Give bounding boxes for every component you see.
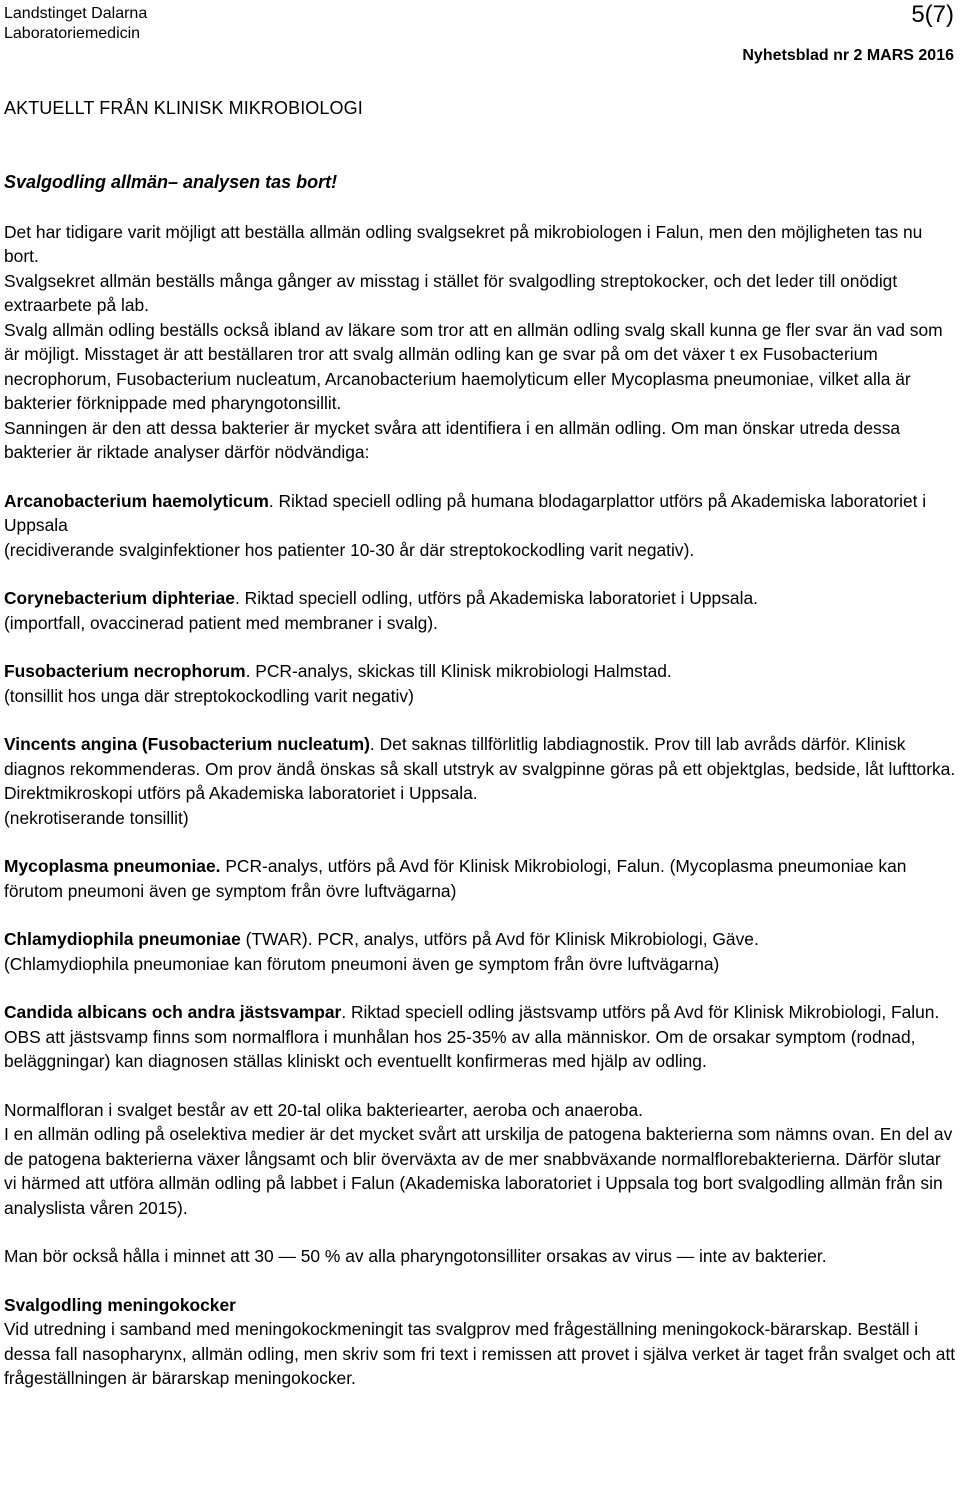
- article-headline: Svalgodling allmän– analysen tas bort!: [4, 172, 338, 192]
- organism-name: Arcanobacterium haemolyticum: [4, 490, 269, 511]
- analysis-text: . Det saknas tillförlitlig labdiagnostik. Prov till lab avråds därför. Klinisk diagnos rekommenderas. Om prov ändå önskas så skall utstryk av svalgpinne göras på ett objektglas, bedside, låt lufttorka. Direktmikroskopi utförs på Akademiska laboratoriet i Uppsala.: [4, 734, 956, 803]
- organism-name: Vincents angina (Fusobacterium nucleatum): [4, 734, 370, 754]
- article-body: [4, 170, 956, 1391]
- organism-name: Chlamydiophila pneumoniae: [4, 929, 241, 949]
- analysis-note: (nekrotiserande tonsillit): [4, 807, 189, 828]
- analysis-note: (Chlamydiophila pneumoniae kan förutom pneumoni även ge symptom från övre luftvägarna): [4, 953, 720, 974]
- organism-name: Mycoplasma pneumoniae.: [4, 856, 221, 876]
- analysis-item: [4, 927, 956, 952]
- meningokocker-text: Vid utredning i samband med meningokockmeningit tas svalgprov med frågeställning meningokock-bärarskap. Beställ i dessa fall nasopharynx, allmän odling, men skriv som fri text i remissen att provet i själva verket är taget från svalget och att frågeställningen är bärarskap meningokocker.: [4, 1319, 956, 1388]
- analysis-note: (recidiverande svalginfektioner hos patienter 10-30 år där streptokockodling varit negativ).: [4, 539, 695, 560]
- normalflora-paragraph: Normalfloran i svalget består av ett 20-tal olika bakteriearter, aeroba och anaeroba.: [4, 1099, 643, 1120]
- intro-paragraph: Sanningen är den att dessa bakterier är mycket svåra att identifiera i en allmän odling. Om man önskar utreda dessa bakterier är riktade analyser därför nödvändiga:: [4, 417, 901, 462]
- analysis-item: [4, 854, 956, 903]
- organism-name: Candida albicans och andra jästsvampar: [4, 1002, 342, 1022]
- page-number: 5(7): [911, 1, 954, 28]
- newsletter-issue: Nyhetsblad nr 2 MARS 2016: [742, 47, 954, 64]
- analysis-note: (importfall, ovaccinerad patient med membraner i svalg).: [4, 612, 438, 633]
- organism-name: Corynebacterium diphteriae: [4, 588, 235, 608]
- analysis-item: [4, 659, 956, 684]
- intro-paragraph: Svalg allmän odling beställs också ibland av läkare som tror att en allmän odling svalg skall kunna ge fler svar än vad som är möjligt. Misstaget är att beställaren tror att svalg allmän odling kan ge svar på om det växer t ex Fusobacterium necrophorum, Fusobacterium nucleatum, Arcanobacterium haemolyticum eller Mycoplasma pneumoniae, vilket alla är bakterier förknippade med pharyngotonsillit.: [4, 319, 943, 413]
- analysis-text: . Riktad speciell odling på humana blodagarplattor utförs på Akademiska laboratoriet i Uppsala: [4, 490, 927, 535]
- analysis-text: PCR-analys, utförs på Avd för Klinisk Mikrobiologi, Falun. (Mycoplasma pneumoniae kan förutom pneumoni även ge symptom från övre luftvägarna): [4, 856, 907, 901]
- analysis-text: . Riktad speciell odling jästsvamp utförs på Avd för Klinisk Mikrobiologi, Falun. OBS att jästsvamp finns som normalflora i munhålan hos 25-35% av alla människor. Om de orsakar symptom (rodnad, beläggningar) kan diagnosen ställas kliniskt och eventuellt konfirmeras med hjälp av odling.: [4, 1002, 940, 1071]
- analysis-note: (tonsillit hos unga där streptokockodling varit negativ): [4, 685, 414, 706]
- meningokocker-title: Svalgodling meningokocker: [4, 1294, 236, 1315]
- virus-note: Man bör också hålla i minnet att 30 — 50 % av alla pharyngotonsilliter orsakas av virus — inte av bakterier.: [4, 1246, 827, 1266]
- org-name: Landstinget Dalarna: [4, 5, 148, 22]
- intro-paragraph: Det har tidigare varit möjligt att beställa allmän odling svalgsekret på mikrobiologen i Falun, men den möjligheten tas nu bort.: [4, 221, 923, 266]
- analysis-item: [4, 489, 956, 538]
- analysis-text: (TWAR). PCR, analys, utförs på Avd för Klinisk Mikrobiologi, Gäve.: [240, 929, 759, 949]
- section-title: AKTUELLT FRÅN KLINISK MIKROBIOLOGI: [4, 98, 363, 118]
- header-org: [4, 4, 147, 44]
- org-department: Laboratoriemedicin: [4, 25, 141, 42]
- analysis-text: . Riktad speciell odling, utförs på Akademiska laboratoriet i Uppsala.: [234, 588, 758, 608]
- analysis-item: [4, 732, 956, 806]
- normalflora-paragraph: I en allmän odling på oselektiva medier är det mycket svårt att urskilja de patogena bakterierna som nämns ovan. En del av de patogena bakterierna växer långsamt och blir överväxta av de mer snabbväxande normalflorebakterierna. Därför slutar vi härmed att utföra allmän odling på labbet i Falun (Akademiska laboratoriet i Uppsala tog bort svalgodling allmän från sin analyslista våren 2015).: [4, 1124, 953, 1218]
- analysis-item: [4, 586, 956, 611]
- analysis-text: . PCR-analys, skickas till Klinisk mikrobiologi Halmstad.: [245, 661, 672, 681]
- analysis-item: [4, 1000, 956, 1074]
- intro-paragraph: Svalgsekret allmän beställs många gånger av misstag i stället för svalgodling streptokocker, och det leder till onödigt extraarbete på lab.: [4, 270, 898, 315]
- organism-name: Fusobacterium necrophorum: [4, 661, 246, 681]
